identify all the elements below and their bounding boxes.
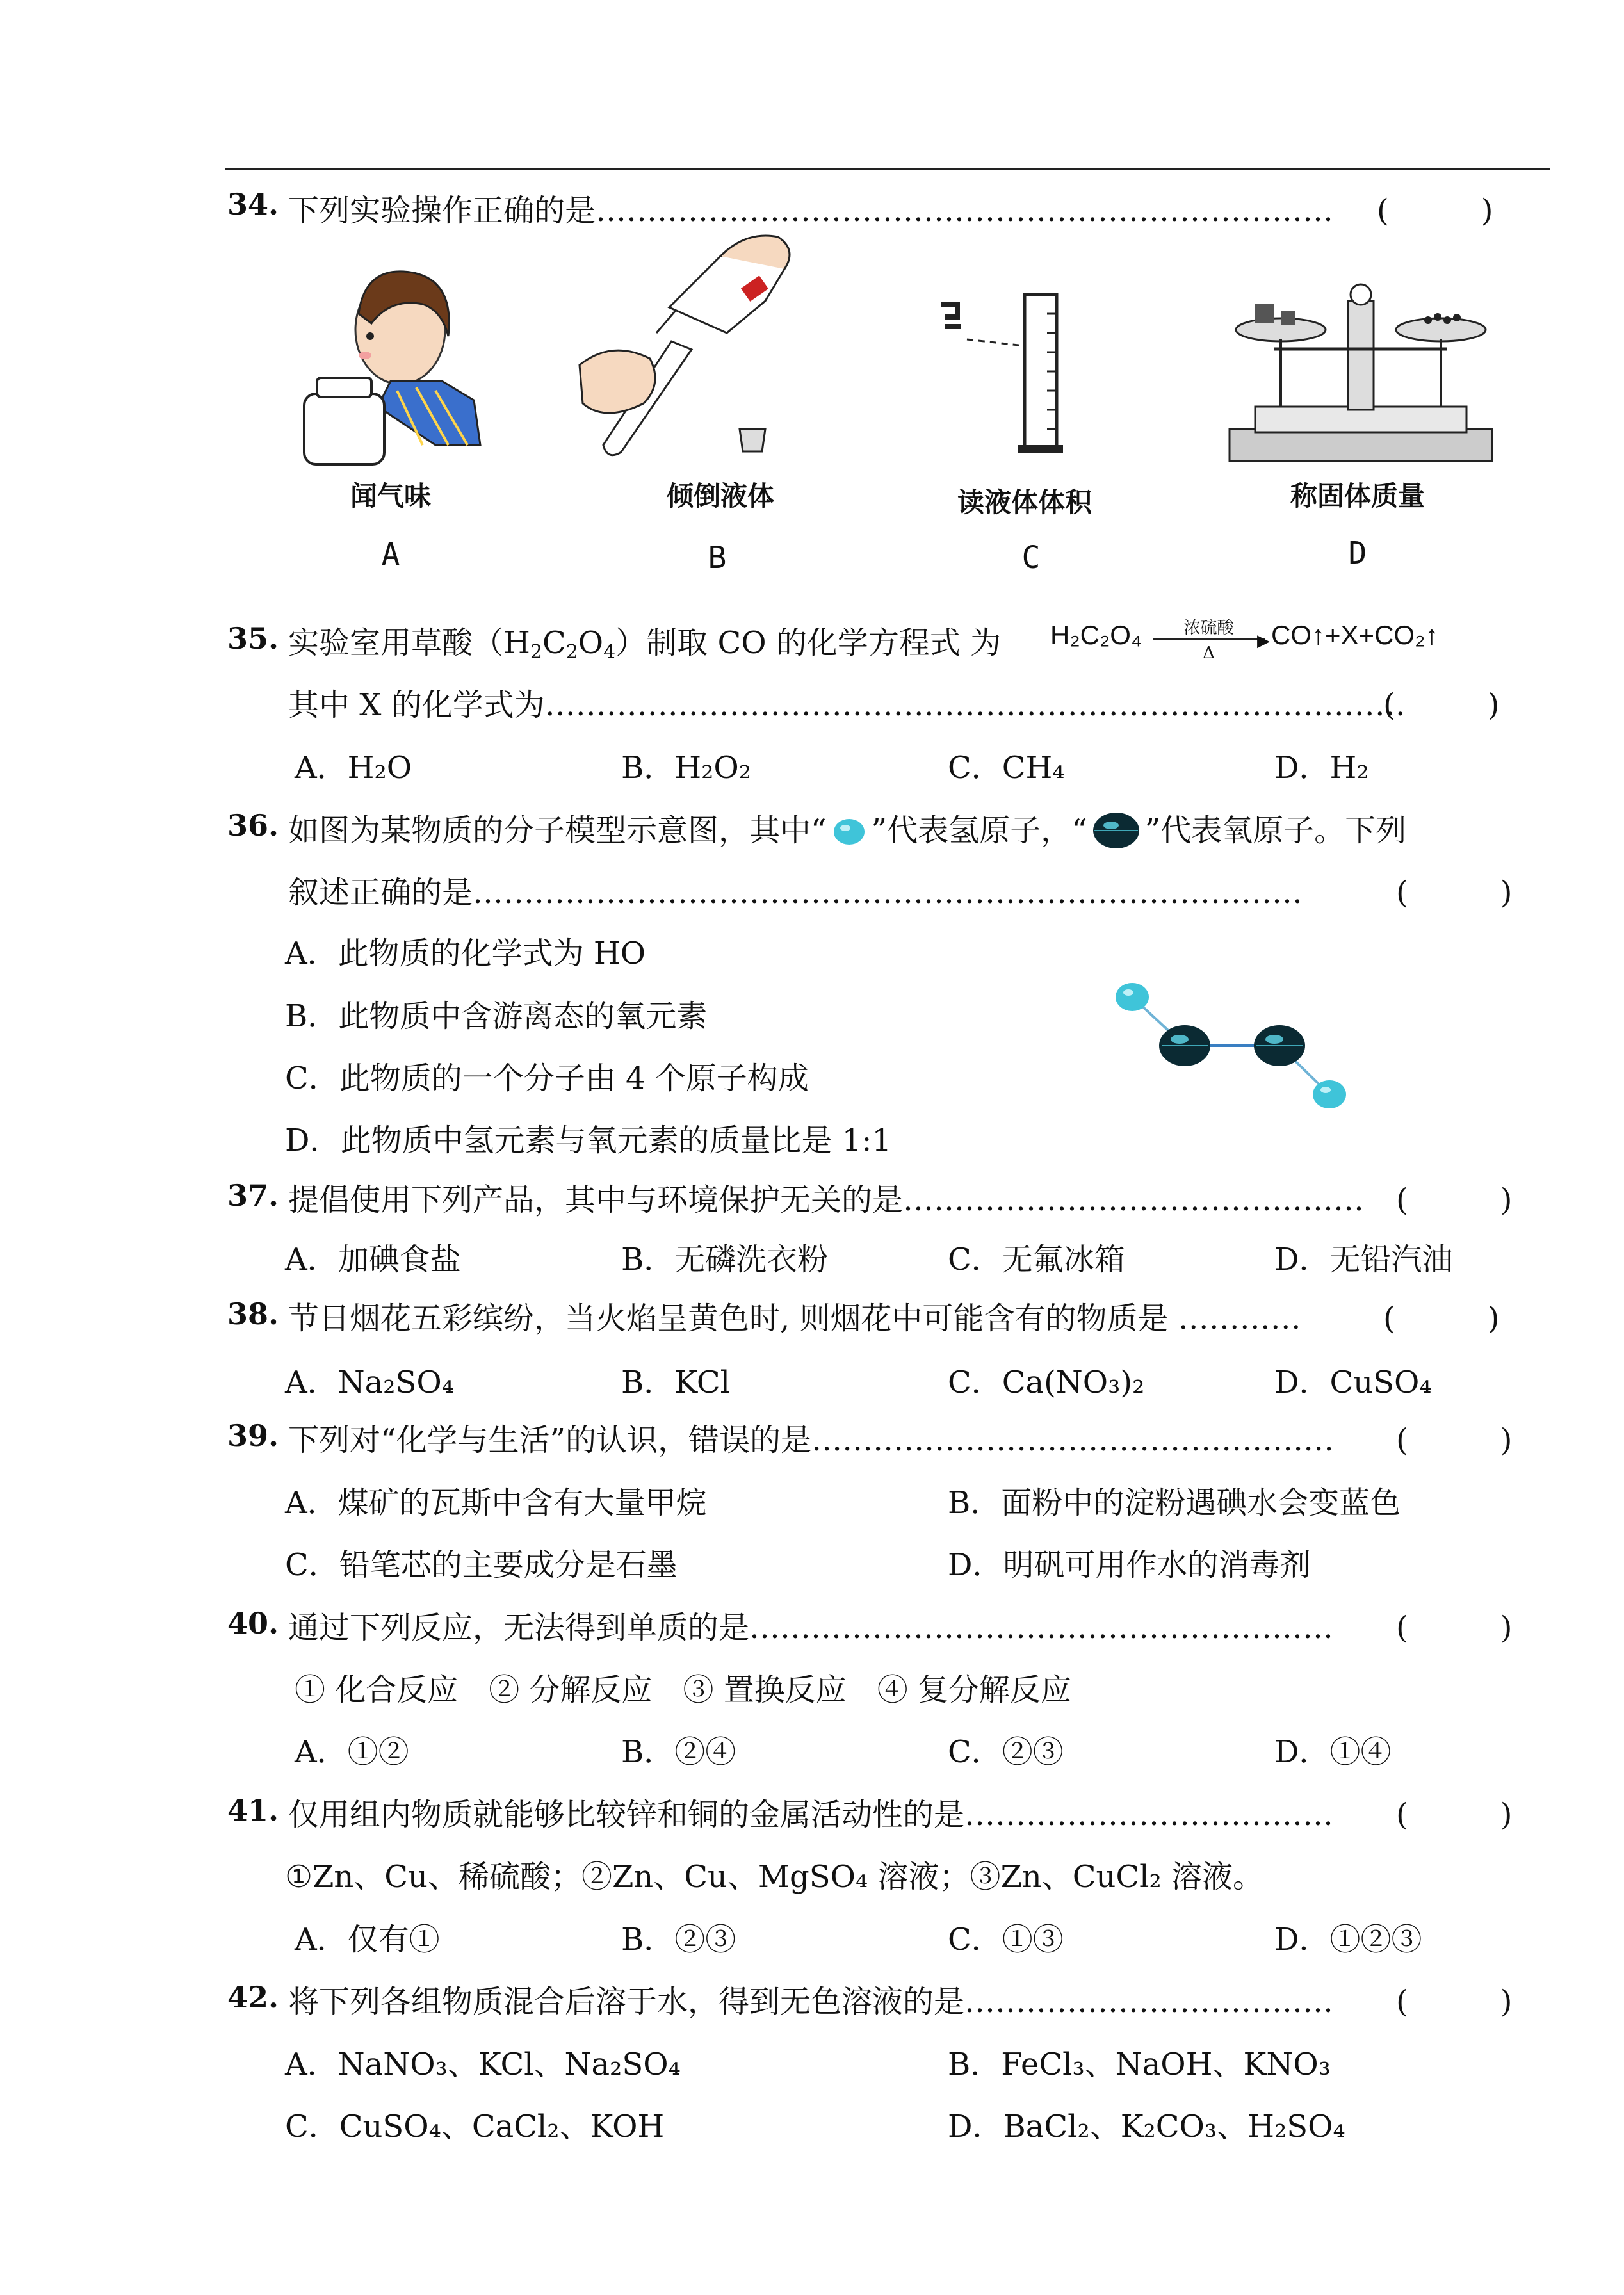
option-d: D．①②③ [1274, 1922, 1422, 1958]
question-number: 34. [227, 187, 279, 222]
molecule-model-figure [1101, 970, 1370, 1124]
option-d: D．明矾可用作水的消毒剂 [948, 1547, 1311, 1583]
option-c: C．无氟冰箱 [948, 1242, 1125, 1277]
question-stem: 实验室用草酸$(H_2C_2O_4)$制取 CO 的化学方程式 为 [288, 625, 1002, 663]
balance-figure [1223, 282, 1498, 467]
option-c: C．CH₄ [948, 750, 1065, 786]
figure-letter-b: B [708, 540, 727, 576]
read-volume-figure [929, 282, 1082, 461]
option-d: D．无铅汽油 [1274, 1242, 1453, 1277]
oxygen-atom-icon [1087, 811, 1145, 850]
option-a: A．加碘食盐 [285, 1242, 461, 1277]
option-c: C．①③ [948, 1922, 1064, 1958]
option-a: A．此物质的化学式为 HO [285, 936, 646, 971]
option-b: B．KCl [621, 1365, 730, 1400]
question-number: 39. [227, 1418, 279, 1453]
answer-paren: ( ) [1396, 1797, 1513, 1833]
reaction-items: ① 化合反应 ② 分解反应 ③ 置换反应 ④ 复分解反应 [295, 1672, 1072, 1708]
option-b: B．此物质中含游离态的氧元素 [285, 998, 708, 1034]
answer-paren: ( ) [1396, 1984, 1513, 2020]
equation-lhs: H₂C₂O₄ [1050, 620, 1142, 650]
figure-label-d: 称固体质量 [1290, 480, 1425, 512]
option-c: C．Ca(NO₃)₂ [948, 1365, 1145, 1400]
option-a: A．煤矿的瓦斯中含有大量甲烷 [285, 1485, 707, 1521]
answer-paren: ( ) [1396, 1182, 1513, 1218]
question-number: 35. [227, 621, 279, 656]
option-d: D．此物质中氢元素与氧元素的质量比是 1:1 [285, 1123, 891, 1158]
question-stem-line2: 其中 X 的化学式为………………………………………………………………………… [288, 687, 1406, 723]
figure-letter-d: D [1348, 535, 1367, 571]
option-c: C．②③ [948, 1734, 1064, 1770]
option-d: D．BaCl₂、K₂CO₃、H₂SO₄ [948, 2109, 1345, 2145]
answer-paren: ( ) [1396, 875, 1513, 911]
question-stem: 仅用组内物质就能够比较锌和铜的金属活动性的是……………………………… [288, 1797, 1334, 1833]
answer-paren: ( ) [1396, 1610, 1513, 1646]
question-stem: 通过下列反应，无法得到单质的是………………………………………………… [288, 1610, 1334, 1646]
figure-label-c: 读液体体积 [957, 487, 1092, 518]
figure-letter-c: C [1021, 540, 1041, 576]
reagent-groups: ①Zn、Cu、稀硫酸；②Zn、Cu、MgSO₄ 溶液；③Zn、CuCl₂ 溶液。 [285, 1859, 1263, 1895]
question-number: 38. [227, 1297, 279, 1331]
equation-catalyst: 浓硫酸 [1183, 619, 1234, 638]
question-number: 36. [227, 808, 279, 843]
answer-paren: ( ) [1383, 687, 1500, 723]
question-stem: 下列对“化学与生活”的认识，错误的是…………………………………………… [288, 1422, 1335, 1458]
pour-liquid-figure [573, 231, 804, 467]
figure-label-b: 倾倒液体 [666, 480, 774, 512]
figure-letter-a: A [381, 537, 400, 572]
question-number: 37. [227, 1178, 279, 1213]
smell-gas-figure [295, 253, 487, 471]
question-stem: 将下列各组物质混合后溶于水，得到无色溶液的是……………………………… [288, 1984, 1334, 2020]
equation-arrow [1153, 638, 1265, 640]
option-b: B．FeCl₃、NaOH、KNO₃ [948, 2047, 1331, 2082]
option-c: C．铅笔芯的主要成分是石墨 [285, 1547, 678, 1583]
question-stem: 下列实验操作正确的是……………………………………………………………… [288, 193, 1334, 229]
answer-paren: ( ) [1383, 1301, 1500, 1336]
question-number: 40. [227, 1606, 279, 1641]
option-c: C．CuSO₄、CaCl₂、KOH [285, 2109, 665, 2145]
option-b: B．无磷洗衣粉 [621, 1242, 829, 1277]
answer-paren: ( ) [1396, 1422, 1513, 1458]
option-b: B．H₂O₂ [621, 750, 751, 786]
question-stem: 提倡使用下列产品，其中与环境保护无关的是……………………………………… [288, 1182, 1365, 1218]
question-stem: 节日烟花五彩缤纷，当火焰呈黄色时, 则烟花中可能含有的物质是 ………… [288, 1301, 1301, 1336]
option-a: A．Na₂SO₄ [285, 1365, 455, 1400]
option-a: A．H₂O [295, 750, 412, 786]
option-a: A．仅有① [295, 1922, 440, 1958]
equation-condition: Δ [1203, 644, 1215, 663]
option-d: D．H₂ [1274, 750, 1369, 786]
option-d: D．CuSO₄ [1274, 1365, 1432, 1400]
figure-label-a: 闻气味 [350, 480, 431, 512]
question-number: 42. [227, 1980, 279, 2015]
option-a: A．NaNO₃、KCl、Na₂SO₄ [285, 2047, 681, 2082]
equation-rhs: CO↑+X+CO₂↑ [1271, 620, 1439, 650]
option-b: B．面粉中的淀粉遇碘水会变蓝色 [948, 1485, 1401, 1521]
hydrogen-atom-icon [827, 813, 872, 848]
option-a: A．①② [295, 1734, 409, 1770]
question-number: 41. [227, 1793, 279, 1828]
option-c: C．此物质的一个分子由 4 个原子构成 [285, 1060, 809, 1096]
arrow-head: ▶ [1257, 631, 1270, 651]
option-d: D．①④ [1274, 1734, 1392, 1770]
question-stem-line2: 叙述正确的是……………………………………………………………………… [288, 875, 1303, 911]
option-b: B．②④ [621, 1734, 736, 1770]
question-stem: 如图为某物质的分子模型示意图，其中“ ”代表氢原子，“ ”代表氧原子。下列 [288, 813, 1407, 848]
option-b: B．②③ [621, 1922, 736, 1958]
answer-paren: ( ) [1377, 193, 1493, 229]
header-rule [225, 168, 1550, 170]
